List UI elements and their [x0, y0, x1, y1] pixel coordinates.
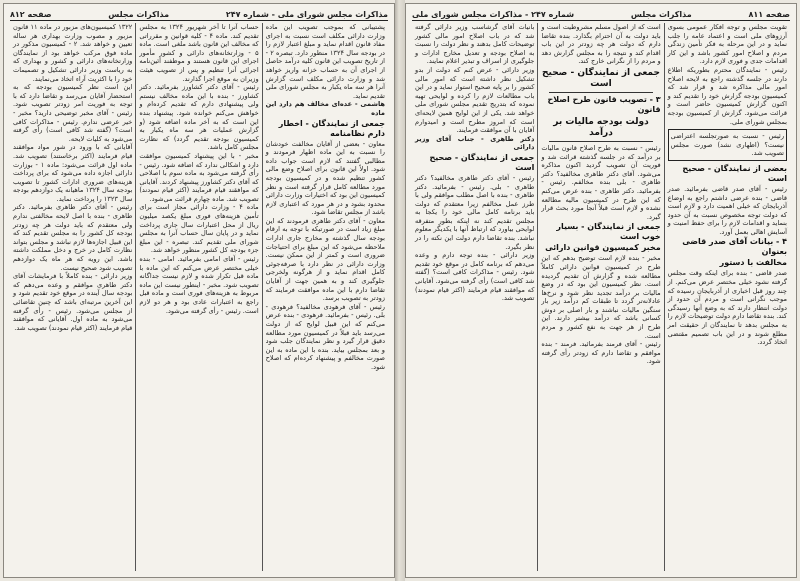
left-page-header	[10, 8, 388, 21]
divider-rule	[549, 141, 652, 142]
left-journal-title: مذاکرات مجلس	[108, 9, 170, 19]
article-paragraph: رئیس - نمایندگان محترم بطوریکه اطلاع دارند در جلسه گذشته راجع به لایحه اصلاح امور مالی مذاکره شد و قرار شد که کمیسیون بودجه گزارش خود را تقدیم کند و اکنون گزارش کمیسیون حاضر است و قرائت می‌شود. گزارش از کمیسیون بودجه بمجلس شورای ملی.	[667, 65, 787, 126]
boxed-notice: رئیس - نسبت به صورتجلسه اعتراضی نیست؟ (اظهاری نشد) صورت مجلس تصویب شد.	[668, 129, 787, 161]
speaker-line: هاشمی - عده‌ای مخالف هم دارد این ماده	[265, 100, 385, 117]
section-heading: جمعی از نمایندگان - صحیح است	[542, 67, 660, 89]
section-subheading: جمعی از نمایندگان - اخطار دارم نظامنامه	[278, 118, 385, 138]
article-paragraph: آقایانی که با ورود در شور مواد موافقند قیام فرمایند (اکثر برخاستند) تصویب شد. ماده اول قرائت می‌شود: ماده ۱ - بوزارت دارائی اجازه داده می‌شود که برای پرداخت هزینه‌های ضروری ادارات کشور تا تصویب بودجه سال ۱۳۲۴ ماهیانه یک دوازدهم بودجه سال ۱۳۲۳ را پرداخت نماید.	[13, 143, 133, 203]
article-paragraph: معاون - بعضی از آقایان مخالفت خودشان را نسبت به این ماده اظهار فرمودند و مطالبی گفتند که لازم است جواب داده شود. اولاً این قانون برای اصلاح وضع مالی کشور تنظیم شده و در کمیسیون بودجه مورد مطالعه کامل قرار گرفته است و نظر کمیسیون این بود که اختیارات وزارت دارائی محدود بشود و در هر مورد که اعتباری لازم باشد از مجلس تقاضا شود.	[265, 139, 385, 217]
right-col	[665, 23, 790, 571]
article-paragraph: است که از اصول مسلم مشروطیت است و باید دولت به آن احترام بگذارد. بنده تقاضا دارم که دولت هر چه زودتر در این باب اقدام کند و نتیجه را به مجلس گزارش دهد و مردم را از نگرانی خارج کند.	[541, 23, 661, 66]
section-subheading: جمعی از نمایندگان - بسیار خوب است	[556, 222, 661, 242]
article-paragraph: وزیر دارائی - بنده توجه دارم و وعده می‌دهم که برنامه کامل در موقع خود تقدیم شود. رئیس - مذاکرات کافی است؟ (گفته شد کافی است) رأی گرفته می‌شود. آقایانی که موافقند قیام فرمایند (اکثر قیام نمودند) تصویب شد.	[415, 251, 535, 303]
article-paragraph: رئیس - نسبت به طرح اصلاح قانون مالیات بر درآمد که در جلسه گذشته قرائت شد و فوریت آن تصویب گردید اکنون مذاکره می‌شود. آقای دکتر طاهری مخالفید؟ دکتر طاهری - بلی بنده مخالفم. رئیس - بفرمائید. دکتر طاهری - بنده عرض می‌کنم که این طرح در کمیسیون مالیه مطالعه نشده و لازم است قبلاً آنجا مورد بحث قرار گیرد.	[541, 143, 661, 221]
left-col	[136, 23, 262, 571]
right-page	[405, 3, 797, 578]
article-paragraph: رئیس - آقای فرمند بفرمائید. فرمند - بنده موافقم و تقاضا دارم که زودتر رأی گرفته شود.	[541, 340, 661, 366]
right-col	[412, 23, 538, 571]
left-page	[3, 3, 395, 578]
article-paragraph: رئیس - آقای دکتر طاهری بفرمائید. دکتر طاهری - بنده با اصل لایحه مخالفتی ندارم ولی معتقدم که باید دولت هر چه زودتر بودجه کل کشور را به مجلس تقدیم کند که این قبیل اجازه‌ها لازم نباشد و مجلس بتواند نظارت کامل در خرج و دخل مملکت داشته باشد. این رویه که هر ماه یک دوازدهم تصویب شود صحیح نیست.	[13, 203, 133, 272]
section-subheading: بعضی از نمایندگان - صحیح است	[682, 163, 787, 183]
right-journal-title: مذاکرات مجلس	[630, 9, 692, 19]
left-issue-label: مذاکرات مجلس شورای ملی - شماره ۲۴۷	[225, 9, 388, 19]
article-paragraph: پشتیبانی که بموجب تصویب این ماده وزارت دارائی مکلف است نسبت به اجرای مفاد قانون اقدام نماید و مبلغ اعتبار لازم را در بودجه سال ۱۳۲۴ منظور دارد. تبصره ۲ - از تاریخ تصویب این قانون کلیه درآمد حاصل از اجرای آن به حساب خزانه واریز خواهد شد و وزارت دارائی مکلف است گزارش آنرا هر سه ماه یکبار به مجلس شورای ملی تقدیم نماید.	[265, 23, 385, 100]
article-paragraph: رئیس - آقای فرهودی مخالفید؟ فرهودی - بلی. رئیس - بفرمائید. فرهودی - بنده عرض می‌کنم که این قبیل لوایح که از دولت می‌رسد باید قبلاً در کمیسیون مورد مطالعه دقیق قرار گیرد و نظر نمایندگان جلب شود و بعد بمجلس بیاید. بنده با این ماده به این صورت مخالفم و پیشنهاد کرده‌ام که اصلاح شود.	[265, 302, 385, 371]
article-paragraph: رئیس - آقای دکتر کشاورز بفرمائید. دکتر کشاورز - بنده با این ماده مخالف نیستم ولی پیشنهادی دارم که تقدیم کرده‌ام و خواهش می‌کنم خوانده شود. پیشنهاد بنده این است که به آخر ماده اضافه شود (و گزارش عملیات هر سه ماه یکبار به کمیسیون بودجه تقدیم گردد) که نظارت مجلس کامل باشد.	[139, 83, 259, 152]
article-paragraph: ۱۳۲۲ کمیسیون‌های مزبور در ماده ۱۱ قانون مزبور و مصوب وزارت بهداری هر ساله تعیین و خواهد شد. ۲ - کمیسیون مذکور در ماده فوق مرکب خواهد بود از نمایندگان وزارتخانه‌های دارائی و کشور و بهداری که به ریاست وزیر دارائی تشکیل و تصمیمات خود را با اکثریت آراء اتخاذ می‌نمایند.	[13, 23, 133, 83]
article-paragraph: حساب آنرا تا آخر شهریور ۱۳۲۴ به مجلس تقدیم کند. ماده ۴ - کلیه قوانین و مقرراتی که مخالف این قانون باشد ملغی است. ماده ۵ - وزارتخانه‌های دارائی و کشور مأمور اجرای این قانون هستند و موظفند آئین‌نامه اجرائی آنرا تنظیم و پس از تصویب هیئت وزیران به موقع اجرا گذارند.	[139, 23, 259, 83]
article-paragraph: ماده ۴ - وزارت دارائی مجاز است برای تأمین هزینه‌های فوری مبلغ یکصد میلیون ریال از محل اعتبارات سال جاری پرداخت نماید و در پایان سال حساب آنرا به مجلس شورای ملی تقدیم کند. تبصره - این مبلغ جزء بودجه کل کشور منظور خواهد شد.	[139, 203, 259, 255]
page-gutter	[395, 0, 405, 581]
left-col	[10, 23, 136, 571]
article-paragraph: رئیس - آقای صدر قاضی بفرمائید. صدر قاضی - بنده عرضی داشتم راجع به اوضاع آذربایجان که خیلی اهمیت دارد و لازم است که دولت توجه مخصوص نسبت به آن حدود بنماید و اقدامات لازم را برای حفظ امنیت و آسایش اهالی بعمل آورد.	[667, 184, 787, 236]
divider-rule	[549, 92, 652, 93]
article-paragraph: وزیر دارائی - بنده کاملاً با فرمایشات آقای دکتر طاهری موافقم و وعده می‌دهم که بودجه سال آینده در موقع خود تقدیم شود و این آخرین مرتبه‌ای باشد که چنین تقاضائی از مجلس می‌شود. رئیس - رأی گرفته می‌شود به ماده اول. آقایانی که موافقند قیام فرمایند (اکثر قیام نمودند) تصویب شد.	[13, 272, 133, 332]
section-subheading: مخبر کمیسیون قوانین دارائی	[545, 243, 661, 253]
right-page-header	[412, 8, 790, 21]
article-paragraph: وزیر دارائی - عرض کنم که دولت از بدو تشکیل نظر داشته است که امور مالی کشور را بر پایه صحیح استوار نماید و در این باب مطالعات لازم را کرده و لوایحی تهیه نموده که بتدریج تقدیم مجلس شورای ملی خواهد شد. یکی از این لوایح همین لایحه‌ای است که امروز مطرح است و امیدوارم آقایان با آن موافقت فرمایند.	[415, 65, 535, 135]
section-subheading: ۴ - بیانات آقای صدر قاضی بعنوان	[682, 237, 787, 257]
left-columns	[10, 23, 388, 571]
left-col	[263, 23, 388, 571]
article-paragraph: معاون - آقای دکتر طاهری فرمودند که این مبلغ زیاد است در صورتیکه با توجه به ارقام بودجه سال گذشته و مخارج جاری ادارات ملاحظه می‌شود که این مبلغ برای احتیاجات ضروری است و کمتر از این ممکن نیست. وزارت دارائی در نظر دارد با صرفه‌جوئی کامل اقدام نماید و از هرگونه ولخرجی جلوگیری کند و به همین جهت از آقایان تقاضا دارم با این ماده موافقت فرمایند که زودتر به تصویب برسد.	[265, 216, 385, 303]
right-columns	[412, 23, 790, 571]
right-page-number: صفحه ۸۱۱	[748, 9, 790, 19]
section-subheading: ۳ - تصویب قانون طرح اصلاح قانون	[547, 94, 661, 114]
article-paragraph: صدر قاضی - بنده برای اینکه وقت مجلس گرفته نشود خیلی مختصر عرض می‌کنم. از چند روز قبل اخباری از آذربایجان رسیده که موجب نگرانی است و مردم آن حدود از دولت انتظار دارند که به وضع آنها رسیدگی کند. بنده تقاضا دارم دولت توضیحات لازم را به مجلس بدهد تا نمایندگان از حقیقت امر مطلع شوند و در این باب تصمیم مقتضی اتخاذ گردد.	[667, 269, 787, 347]
article-paragraph: این است نظر کمیسیون بودجه که به استحضار آقایان می‌رسد و تقاضا دارد که با توجه به فوریت امر زودتر تصویب شود. رئیس - آقای مخبر توضیحی دارید؟ مخبر - خیر عرضی ندارم. رئیس - مذاکرات کافی است؟ (گفته شد کافی است) رأی گرفته می‌شود به کلیات لایحه.	[13, 83, 133, 143]
article-paragraph: تقویت مجلس و توجه افکار عمومی بسوی آرزوهای ملی است و اعتماد عامه را جلب نماید و در این مرحله به فکر تأمین زندگی مردم و اصلاح امور کشور باشد و این کار اقدامات جدی و فوری لازم دارد.	[667, 23, 787, 66]
article-paragraph: مخبر - بنده لازم است توضیح بدهم که این طرح در کمیسیون قوانین دارائی کاملاً مطالعه شده و گزارش آن تقدیم گردیده است. نظر کمیسیون این بود که در وضع مالیات بر درآمد تجدید نظر شود و نرخ‌ها عادلانه‌تر گردد تا طبقات کم درآمد زیر بار سنگین مالیات نباشند و بار اصلی بر دوش کسانی باشد که درآمد بیشتر دارند. این طرح از هر جهت به نفع کشور و مردم است.	[541, 254, 661, 340]
article-paragraph: مخبر - با این پیشنهاد کمیسیون موافقت دارد و اشکالی ندارد که اضافه شود. رئیس - رأی گرفته می‌شود به ماده سوم با اصلاحی که آقای دکتر کشاورز پیشنهاد کردند. آقایانی که موافقند قیام فرمایند (اکثر قیام نمودند) تصویب شد. ماده چهارم قرائت می‌شود.	[139, 151, 259, 203]
right-col	[538, 23, 664, 571]
article-paragraph: رئیس - آقای امامی بفرمائید. امامی - بنده خیلی مختصر عرض می‌کنم که این ماده با ماده قبل تکرار شده و لازم نیست جداگانه تصویب شود. مخبر - اینطور نیست این ماده مربوط به هزینه‌های فوری است و ماده قبل راجع به اعتبارات عادی بود و هر دو لازم است. رئیس - رأی گرفته می‌شود.	[139, 255, 259, 315]
speaker-line: دکتر طاهری - جناب آقای وزیر دارائی	[415, 134, 535, 152]
section-subheading: جمعی از نمایندگان - صحیح است	[429, 152, 535, 172]
left-page-number: صفحه ۸۱۲	[10, 9, 52, 19]
article-paragraph: رئیس - آقای دکتر طاهری مخالفید؟ دکتر طاهری - بلی. رئیس - بفرمائید. دکتر طاهری - بنده با اصل مطلب موافقم ولی با طرز عمل مخالفم زیرا معتقدم که دولت باید برنامه کامل مالی خود را یکجا به مجلس تقدیم کند نه اینکه بطور متفرقه لوایحی بیاورد که ارتباط آنها با یکدیگر معلوم نباشد. بنده تقاضا دارم دولت این نکته را در نظر بگیرد.	[415, 173, 535, 251]
section-heading: دولت بودجه مالیات بر درآمد	[553, 116, 649, 138]
section-subheading: مخالفت با دستور	[719, 258, 787, 268]
article-paragraph: بانیات آقای گرشاسب وزیر دارائی گرفته شد که در باب اصلاح امور مالی کشور توضیحات کامل بدهند و نظر دولت را نسبت به اصلاح بودجه و تعدیل مخارج ادارات و جلوگیری از اسراف و تبذیر اعلام نمایند.	[415, 23, 535, 66]
right-issue-label: شماره ۲۴۷ - مذاکرات مجلس شورای ملی	[412, 9, 575, 19]
